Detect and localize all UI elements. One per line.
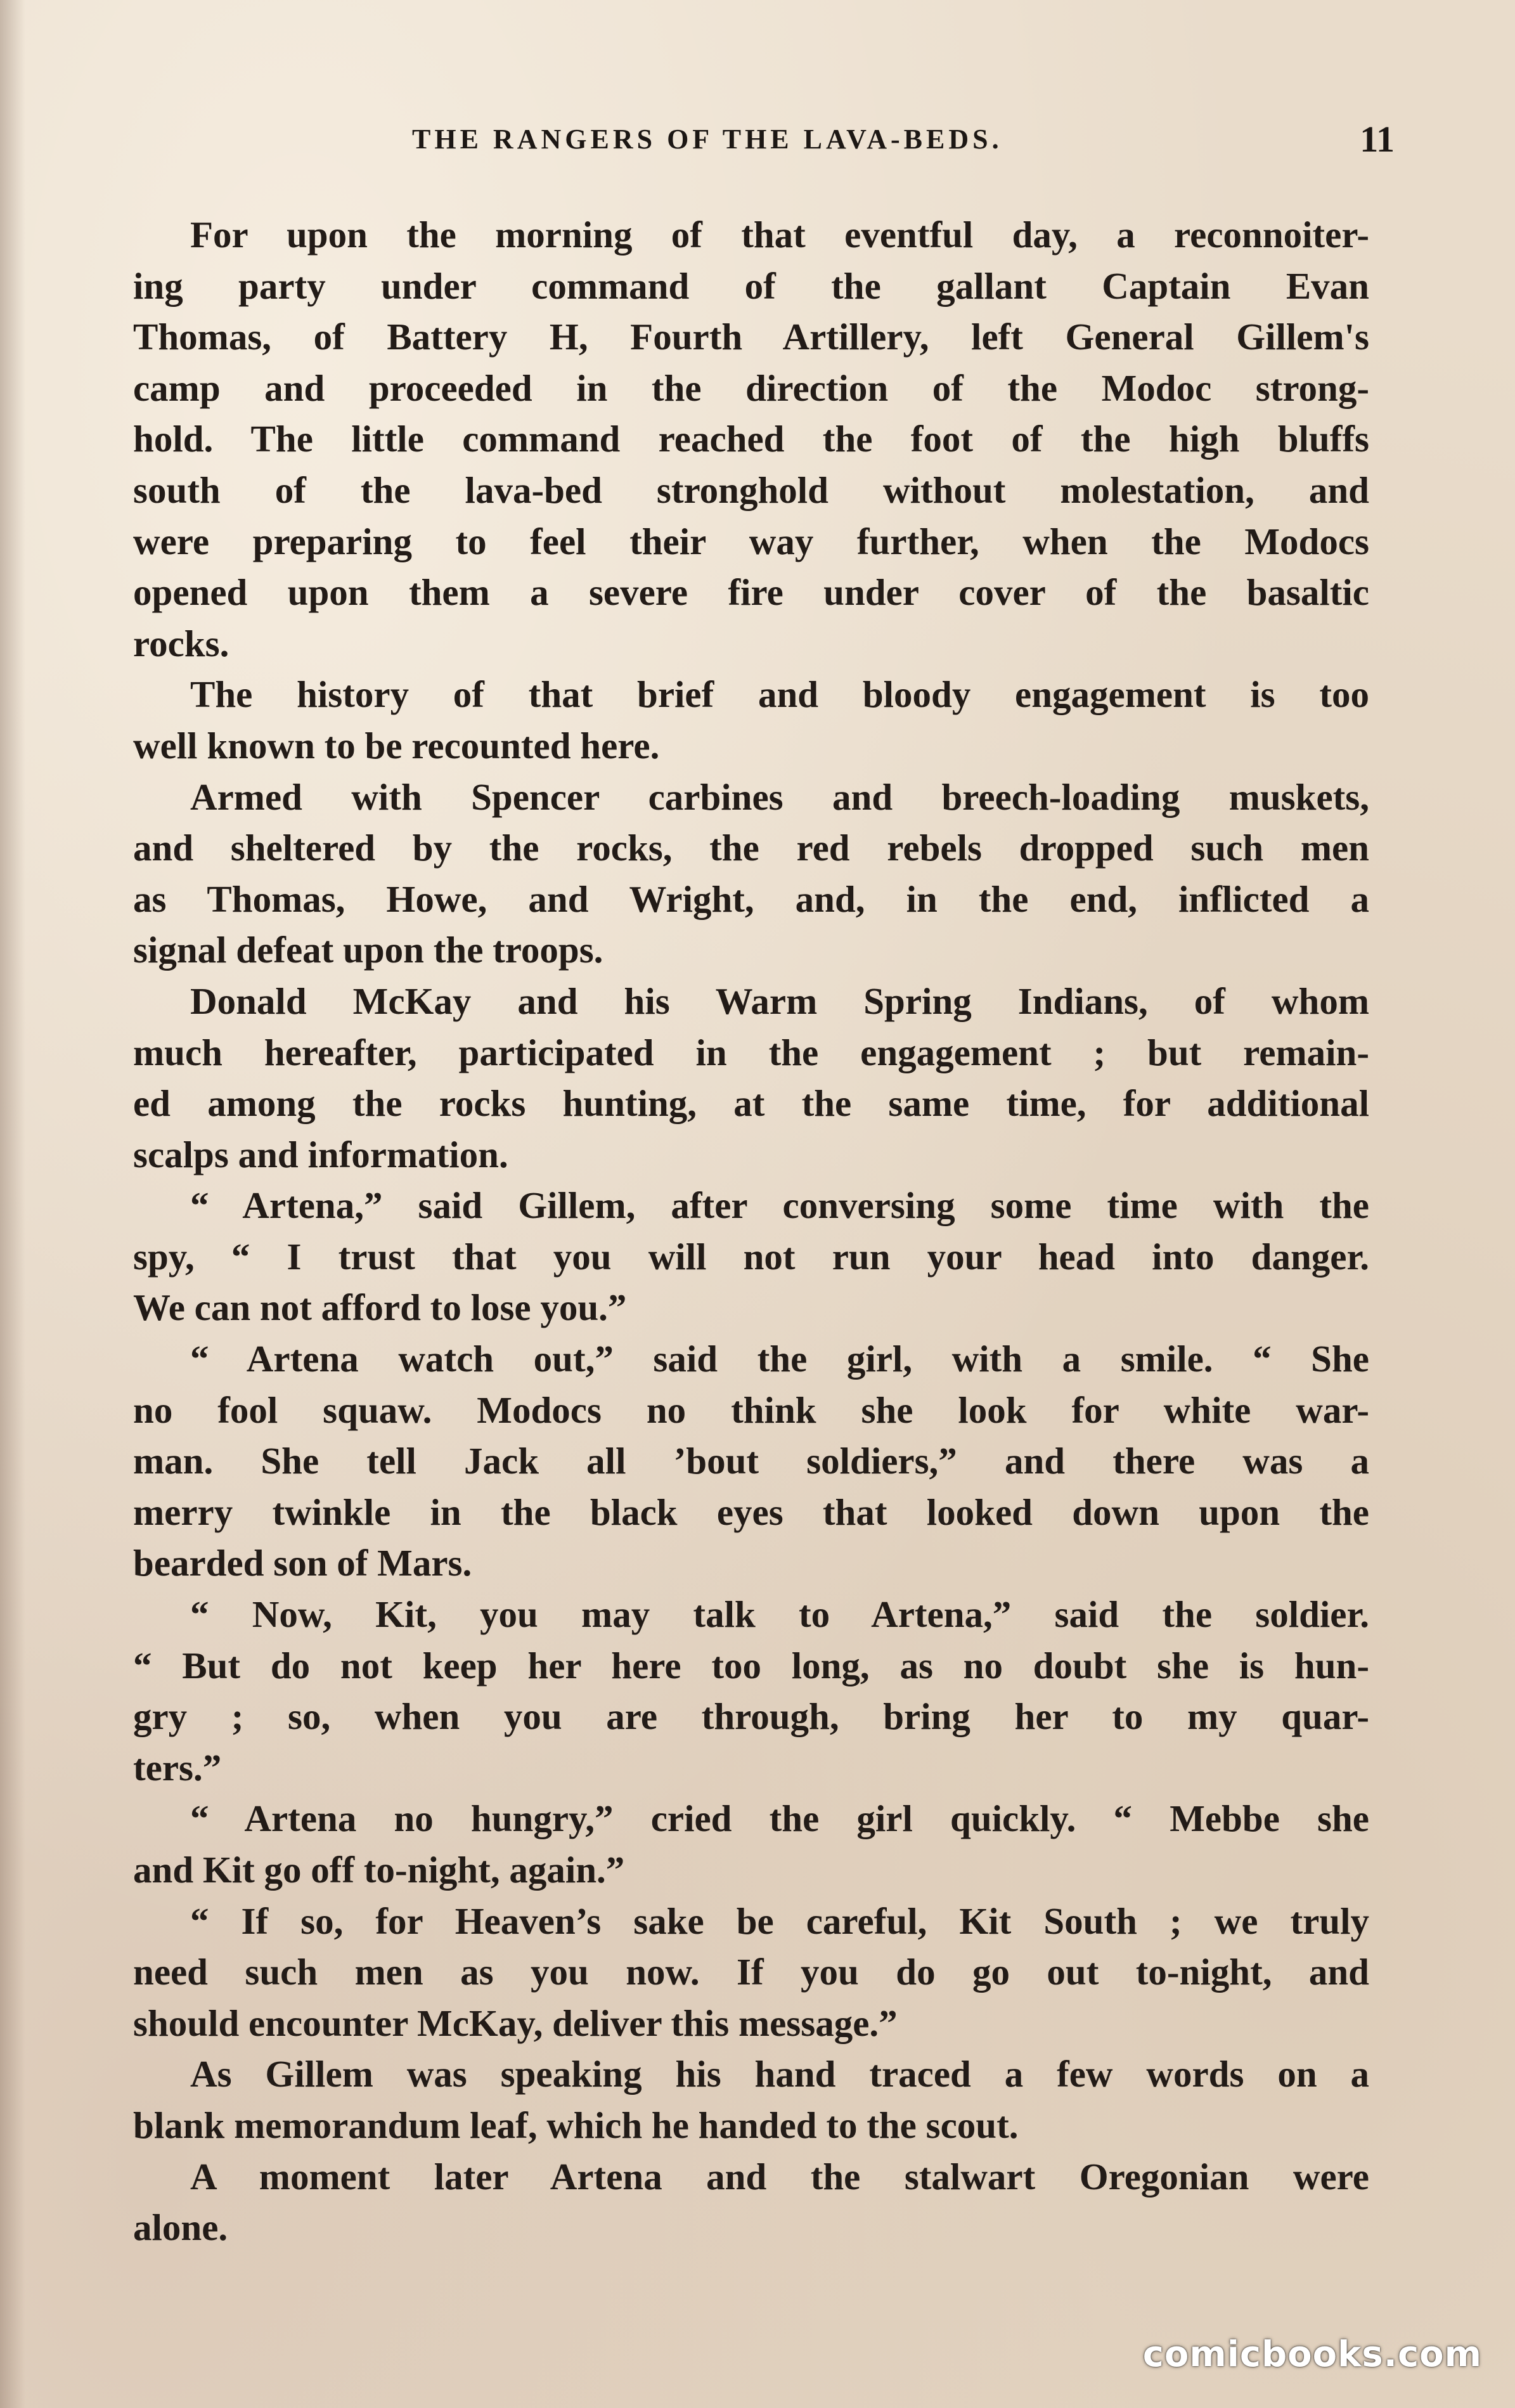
text-line: scalps and information. xyxy=(133,1133,508,1175)
text-line: “ If so, for Heaven’s sake be careful, Kit South ; we truly xyxy=(190,1900,1369,1942)
page-gutter-shadow xyxy=(0,0,25,2408)
text-line: well known to be recounted here. xyxy=(133,724,660,767)
text-line: ed among the rocks hunting, at the same time, for additional xyxy=(133,1082,1369,1125)
text-line: As Gillem was speaking his hand traced a few words on a xyxy=(190,2053,1369,2095)
text-line: and Kit go off to-night, again.” xyxy=(133,1849,625,1891)
text-line: “ Artena,” said Gillem, after conversing some time with the xyxy=(190,1184,1369,1227)
text-line: “ But do not keep her here too long, as no doubt she is hun- xyxy=(133,1644,1369,1686)
body-text xyxy=(133,209,1369,2270)
text-line: spy, “ I trust that you will not run your head into danger. xyxy=(133,1235,1369,1278)
text-line: were preparing to feel their way further, when the Modocs xyxy=(133,520,1369,562)
text-line: hold. The little command reached the foot of the high bluffs xyxy=(133,418,1369,460)
text-line: We can not afford to lose you.” xyxy=(133,1286,627,1329)
text-line: opened upon them a severe fire under cover of the basaltic xyxy=(133,571,1369,614)
text-line: Armed with Spencer carbines and breech-loading muskets, xyxy=(190,775,1369,818)
text-line: The history of that brief and bloody engagement is too xyxy=(190,673,1369,716)
text-line: Thomas, of Battery H, Fourth Artillery, left General Gillem's xyxy=(133,316,1369,358)
page-number: 11 xyxy=(1360,119,1395,160)
text-line: should encounter McKay, deliver this message.” xyxy=(133,2002,898,2044)
watermark: comicbooks.com xyxy=(1142,2334,1482,2375)
text-line: as Thomas, Howe, and Wright, and, in the end, inflicted a xyxy=(133,877,1369,920)
text-line: signal defeat upon the troops. xyxy=(133,929,603,971)
text-line: camp and proceeded in the direction of the Modoc strong- xyxy=(133,366,1369,409)
text-line: south of the lava-bed stronghold without molestation, and xyxy=(133,469,1369,511)
text-line: “ Artena watch out,” said the girl, with a smile. “ She xyxy=(190,1338,1369,1380)
running-head xyxy=(120,111,1395,168)
text-line: alone. xyxy=(133,2206,228,2249)
text-line: A moment later Artena and the stalwart Oregonian were xyxy=(190,2155,1369,2198)
text-line: rocks. xyxy=(133,622,229,664)
text-line: ing party under command of the gallant Captain Evan xyxy=(133,264,1369,307)
text-line: merry twinkle in the black eyes that looked down upon the xyxy=(133,1491,1369,1533)
text-line: much hereafter, participated in the engagement ; but remain- xyxy=(133,1031,1369,1073)
text-line: ters.” xyxy=(133,1746,222,1789)
text-line: blank memorandum leaf, which he handed to the scout. xyxy=(133,2104,1019,2146)
text-line: Donald McKay and his Warm Spring Indians, of whom xyxy=(190,980,1369,1022)
text-line: bearded son of Mars. xyxy=(133,1542,472,1584)
text-line: and sheltered by the rocks, the red rebels dropped such men xyxy=(133,827,1369,869)
running-title: THE RANGERS OF THE LAVA-BEDS. xyxy=(412,124,1003,155)
text-line: need such men as you now. If you do go out to-night, and xyxy=(133,1951,1369,1993)
text-line: For upon the morning of that eventful day, a reconnoiter- xyxy=(190,214,1369,256)
text-line: gry ; so, when you are through, bring her to my quar- xyxy=(133,1695,1369,1738)
text-line: “ Now, Kit, you may talk to Artena,” said the soldier. xyxy=(190,1593,1369,1636)
text-line: no fool squaw. Modocs no think she look for white war- xyxy=(133,1388,1369,1431)
text-line: “ Artena no hungry,” cried the girl quickly. “ Mebbe she xyxy=(190,1797,1369,1840)
text-line: man. She tell Jack all ’bout soldiers,” and there was a xyxy=(133,1440,1369,1482)
